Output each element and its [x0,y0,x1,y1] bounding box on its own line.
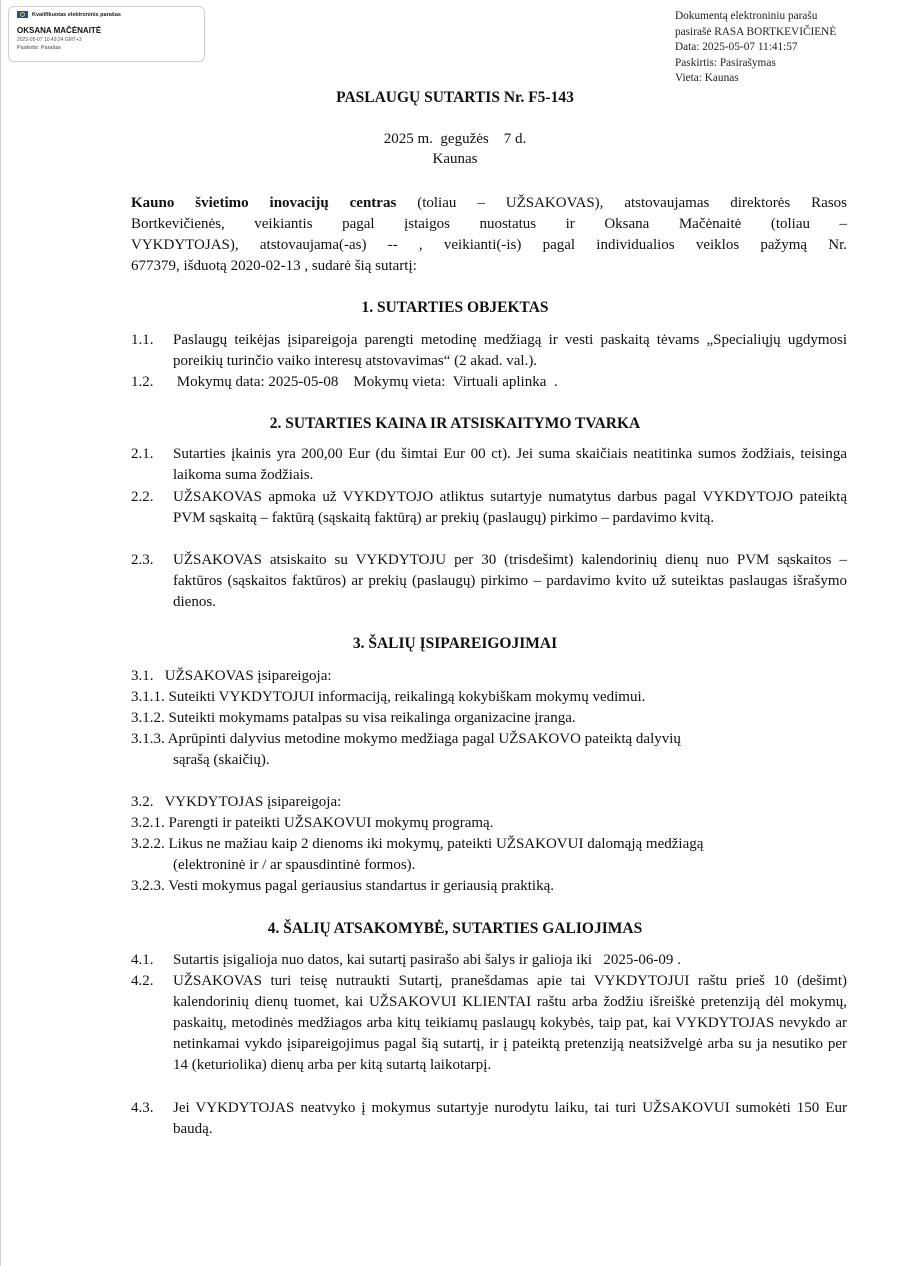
clause-text: UŽSAKOVAS apmoka už VYKDYTOJO atliktus sutartyje numatytus darbus pagal VYKDYTOJO pateiktą PVM sąskaitą – faktūrą (sąskaitą faktūrą) ar prekių (paslaugų) pirkimo – pardavimo kvitą. [173,489,847,526]
document-title: PASLAUGŲ SUTARTIS Nr. F5-143 [336,89,574,106]
esign-info [675,9,836,87]
clause-text: Sutartis įsigalioja nuo datos, kai sutartį pasirašo abi šalys ir galioja iki 2025-06-09 . [173,952,681,968]
document-city: Kaunas [432,151,478,167]
signature-datetime: 2025-05-07 10:49:24 GMT+3 [17,37,82,43]
clause-number: 1.1. [131,332,154,348]
clause-number: 4.1. [131,952,154,968]
section-heading: 2. SUTARTIES KAINA IR ATSISKAITYMO TVARKA [269,415,641,432]
obligation-line: 3.1.3. Aprūpinti dalyvius metodine mokymo medžiaga pagal UŽSAKOVO pateiktą dalyvių [131,731,681,747]
clause-text: Sutarties įkainis yra 200,00 Eur (du šimtai Eur 00 ct). Jei suma skaičiais neatitinka sumos žodžiais, teisinga laikoma suma žodžiais. [173,446,847,483]
clause-number: 4.3. [131,1100,154,1116]
obligation-line: sąrašą (skaičių). [173,752,270,768]
signature-role: Paskirtis: Parašas [17,45,62,51]
obligation-line: 3.2.3. Vesti mokymus pagal geriausius standartus ir geriausią praktiką. [131,878,554,894]
section-heading: 1. SUTARTIES OBJEKTAS [361,299,549,316]
clause-number: 1.2. [131,374,154,390]
signature-badge[interactable] [8,6,205,62]
obligation-line: (elektroninė ir / ar spausdintinė formos). [173,857,416,873]
clause-text: UŽSAKOVAS atsiskaito su VYKDYTOJU per 30 (trisdešimt) kalendorinių dienų nuo PVM sąskaitos – faktūros (sąskaitos faktūros) ar prekių (paslaugų) pirkimo – pardavimo kvito už suteiktas paslaugas išrašymo dienos. [173,552,847,610]
clause-number: 4.2. [131,973,154,989]
esign-line: Data: 2025-05-07 11:41:57 [675,41,798,53]
clause-number: 2.3. [131,552,154,568]
obligation-line: 3.2.2. Likus ne mažiau kaip 2 dienoms iki mokymų, pateikti UŽSAKOVUI dalomąją medžiagą [131,836,704,852]
obligation-line: 3.2. VYKDYTOJAS įsipareigoja: [131,794,342,810]
obligation-line: 3.1.2. Suteikti mokymams patalpas su visa reikalinga organizacine įranga. [131,710,576,726]
intro-line: Kauno švietimo inovacijų centras (toliau – UŽSAKOVAS), atstovaujamas direktorės Rasos [131,195,847,211]
clause-number: 2.1. [131,446,154,462]
esign-line: Paskirtis: Pasirašymas [675,56,776,69]
clause-text: Mokymų data: 2025-05-08 Mokymų vieta: Virtuali aplinka . [173,374,558,390]
obligation-line: 3.1. UŽSAKOVAS įsipareigoja: [131,668,332,684]
esign-line: Dokumentą elektroniniu parašu [675,10,818,22]
esign-line: Vieta: Kaunas [675,72,739,84]
eu-flag-icon [17,11,28,18]
document-date: 2025 m. gegužės 7 d. [383,131,527,147]
obligation-line: 3.1.1. Suteikti VYKDYTOJUI informaciją, reikalingą kokybiškam mokymų vedimui. [131,689,646,705]
signature-caption: Kvalifikuotas elektroninis parašas [32,11,121,18]
clause-number: 2.2. [131,489,154,505]
page-edge [0,0,1,1266]
obligation-line: 3.2.1. Parengti ir pateikti UŽSAKOVUI mokymų programą. [131,815,494,831]
intro-line: 677379, išduotą 2020-02-13 , sudarė šią sutartį: [131,258,417,274]
signer-name: OKSANA MAČĖNAITĖ [17,26,102,35]
signature-header [17,11,196,18]
intro-paragraph [131,193,847,277]
client-name: Kauno švietimo inovacijų centras [131,195,397,211]
clause-text: UŽSAKOVAS turi teisę nutraukti Sutartį, pranešdamas apie tai VYKDYTOJUI raštu prieš 10 (dešimt) kalendorinių dienų tuomet, kai UŽSAKOVUI KLIENTAI raštu arba žodžiu išreiškė pretenziją dėl mokymų, paskaitų, metodinės medžiagos arba kitų teikiamų paslaugų kokybės, taip pat, kai VYKDYTOJAS nevykdo ar netinkamai vykdo įsipareigojimus pagal šią sutartį, ir į pateiktą pretenziją neatsižvelgė arba su ja nesutiko per 14 (keturiolika) dienų arba per kitą sutartą laikotarpį. [173,973,847,1073]
clause-text: Paslaugų teikėjas įsipareigoja parengti metodinę medžiagą ir vesti paskaitą tėvams „Specialiųjų ugdymosi poreikių turinčio vaiko interesų atstovavimas“ (2 akad. val.). [173,332,847,369]
intro-line: VYKDYTOJAS), atstovaujama(-as) -- , veikianti(-is) pagal individualios veiklos pažymą Nr. [131,237,847,253]
esign-line: pasirašė RASA BORTKEVIČIENĖ [675,25,837,38]
section-heading: 3. ŠALIŲ ĮSIPAREIGOJIMAI [352,635,558,652]
intro-line: Bortkevičienės, veikiantis pagal įstaigos nuostatus ir Oksana Mačėnaitė (toliau – [131,216,847,232]
clause-text: Jei VYKDYTOJAS neatvyko į mokymus sutartyje nurodytu laiku, tai turi UŽSAKOVUI sumokėti 150 Eur baudą. [173,1100,847,1137]
section-heading: 4. ŠALIŲ ATSAKOMYBĖ, SUTARTIES GALIOJIMAS [267,920,643,937]
